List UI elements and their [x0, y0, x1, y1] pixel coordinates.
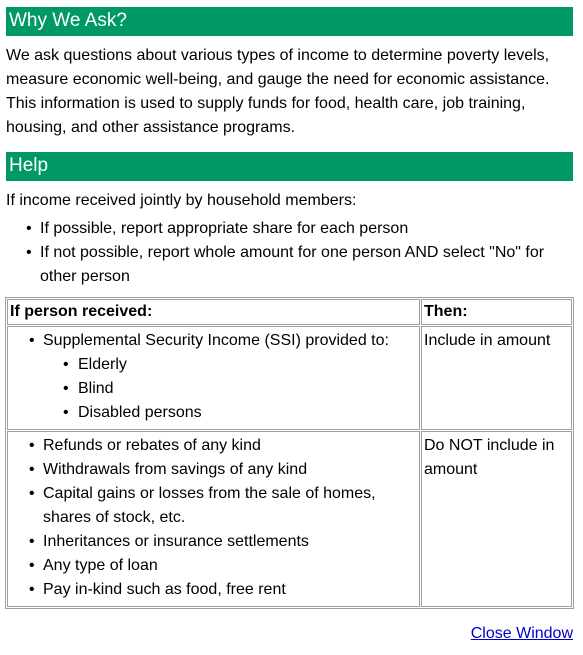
list-item: • Refunds or rebates of any kind: [8, 434, 419, 458]
list-item: • Inheritances or insurance settlements: [8, 530, 419, 554]
then-cell: Do NOT include in amount: [421, 431, 572, 607]
list-item: • Blind: [8, 377, 419, 401]
list-item: • Pay in-kind such as food, free rent: [8, 578, 419, 602]
then-cell: Include in amount: [421, 326, 572, 430]
list-item: • Capital gains or losses from the sale of homes, shares of stock, etc.: [8, 482, 419, 530]
help-intro: If income received jointly by household members:: [6, 192, 357, 209]
list-item: • Elderly: [8, 353, 419, 377]
why-we-ask-title: Why We Ask?: [9, 10, 127, 31]
income-table: [5, 297, 574, 609]
header-then: Then:: [421, 299, 572, 325]
help-list: [6, 217, 573, 289]
why-we-ask-text: We ask questions about various types of income to determine poverty levels, measure economic well-being, and gauge the need for economic assistance. This information is used to supply funds for food, health care, job training, housing, and other assistance programs.: [6, 47, 550, 136]
income-types-cell: [7, 326, 420, 430]
table-row: [7, 326, 572, 430]
ssi-sub-list: [8, 353, 419, 425]
help-title: Help: [9, 155, 49, 176]
income-types-cell: [7, 431, 420, 607]
help-item: • If not possible, report whole amount for one person AND select "No" for other person: [6, 241, 573, 289]
list-item: • Withdrawals from savings of any kind: [8, 458, 419, 482]
help-header: [6, 152, 573, 181]
header-if-person-received: If person received:: [7, 299, 420, 325]
list-item: • Supplemental Security Income (SSI) provided to:: [8, 329, 419, 353]
table-row: [7, 431, 572, 607]
help-item: • If possible, report appropriate share for each person: [6, 217, 573, 241]
table-header-row: [7, 299, 572, 325]
list-item: • Any type of loan: [8, 554, 419, 578]
close-window-link[interactable]: Close Window: [470, 625, 573, 642]
list-item: • Disabled persons: [8, 401, 419, 425]
why-we-ask-header: [6, 7, 573, 36]
